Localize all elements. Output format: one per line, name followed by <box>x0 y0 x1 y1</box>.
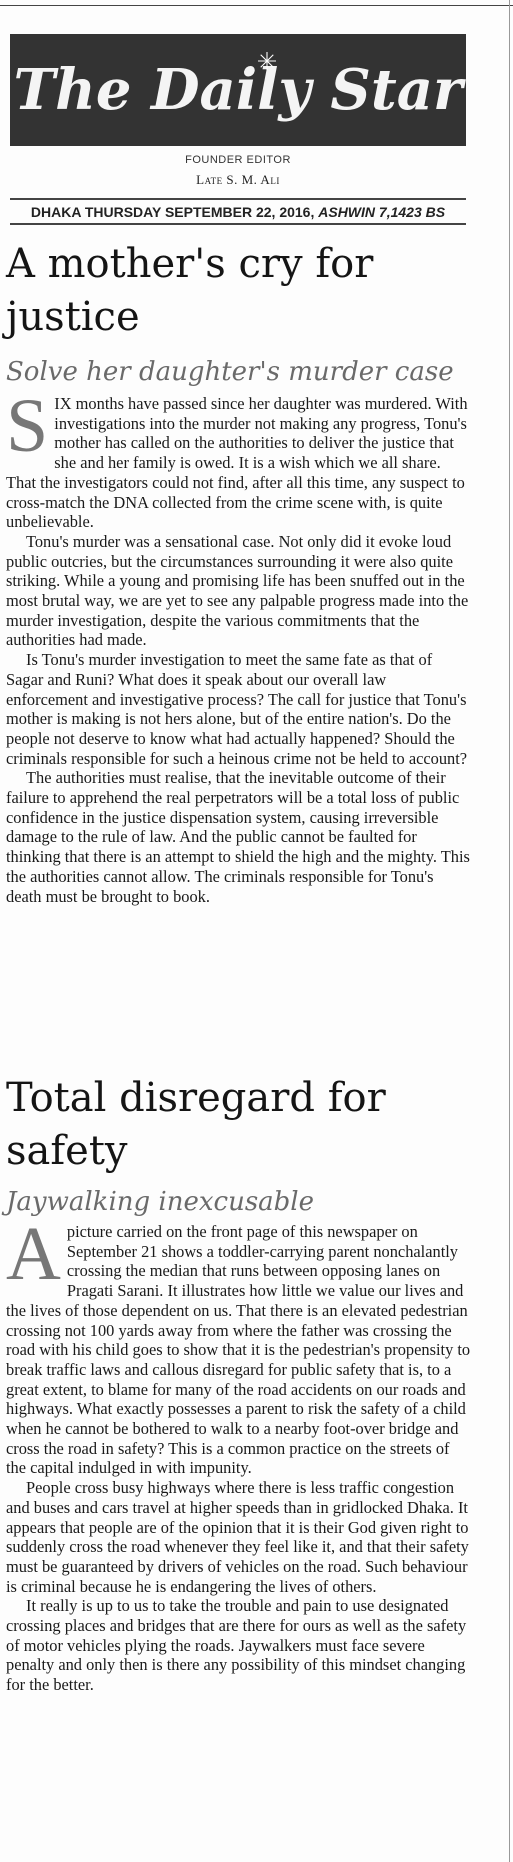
dropcap: S <box>6 384 49 468</box>
right-column-rule <box>509 0 510 1862</box>
masthead <box>10 34 466 146</box>
star-icon <box>258 52 276 70</box>
founder-label: FOUNDER EDITOR <box>185 154 291 166</box>
article-2-paragraph: People cross busy highways where there is less traffic congestion and buses and cars travel at higher speeds than in gridlocked Dhaka. It appears that people are of the opinion that it is their God given right to suddenly cross the road whenever they feel like it, and that their safety must be guaranteed by drivers of vehicles on the road. Such behaviour is criminal because he is endangering the lives of others. <box>6 1478 469 1596</box>
dropcap: A <box>6 1212 61 1296</box>
article-1-paragraph: SIX months have passed since her daughter was murdered. With investigations into the murder not making any progress, Tonu's mother has called on the authorities to deliver the justice that she and her family is owed. It is a wish which we all share. That the investigators could not find, after all this time, any suspect to cross-match the DNA collected from the crime scene with, is quite unbelievable. <box>6 384 468 532</box>
article-2-paragraph: It really is up to us to take the trouble and pain to use designated crossing places and bridges that are there for ours as well as the safety of motor vehicles plying the roads. Jaywalkers must face severe penalty and only then is there any possibility of this mindset changing for the better. <box>6 1596 467 1695</box>
dateline <box>10 198 466 225</box>
article-2-subhead: Jaywalking inexcusable <box>6 1187 315 1217</box>
top-rule <box>0 5 513 6</box>
article-2-body <box>6 1212 471 1695</box>
article-1-paragraph: Is Tonu's murder investigation to meet the same fate as that of Sagar and Runi? What does it speak about our overall law enforcement and investigative process? The call for justice that Tonu's mother is making is not hers alone, but of the entire nation's. Do the people not deserve to know what had actually happened? Should the criminals responsible for such a heinous crime not be held to account? <box>6 650 468 768</box>
newspaper-title: The Daily Star <box>13 57 463 123</box>
article-2-headline: Total disregard for safety <box>6 1075 386 1174</box>
article-1-paragraph: Tonu's murder was a sensational case. Not only did it evoke loud public outcries, but the circumstances surrounding it were also quite striking. While a young and promising life has been snuffed out in the most brutal way, we are yet to see any palpable progress made into the murder investigation, despite the various commitments that the authorities had made. <box>6 531 469 650</box>
article-1-headline: A mother's cry for justice <box>6 241 374 340</box>
article-1-subhead: Solve her daughter's murder case <box>6 357 454 387</box>
article-1-body <box>6 384 471 906</box>
article-1-paragraph: The authorities must realise, that the inevitable outcome of their failure to apprehend the real perpetrators will be a total loss of public confidence in the justice dispensation system, causing irreversible damage to the rule of law. And the public cannot be faulted for thinking that there is an attempt to shield the high and the mighty. This the authorities cannot allow. The criminals responsible for Tonu's death must be brought to book. <box>6 768 470 906</box>
founder-name: Late S. M. Ali <box>196 172 280 187</box>
dateline-bengali-date: ASHWIN 7,1423 BS <box>318 203 446 220</box>
dateline-date: DHAKA THURSDAY SEPTEMBER 22, 2016, <box>30 203 315 220</box>
article-2-paragraph: Apicture carried on the front page of this newspaper on September 21 shows a toddler-carrying parent nonchalantly crossing the median that runs between opposing lanes on Pragati Sarani. It illustrates how little we value our lives and the lives of those dependent on us. That there is an elevated pedestrian crossing not 100 yards away from where the father was crossing the road with his child goes to show that it is the pedestrian's propensity to break traffic laws and callous disregard for public safety that is, to a great extent, to blame for many of the road accidents on our roads and highways. What exactly possesses a parent to risk the safety of a child when he cannot be bothered to walk to a nearby foot-over bridge and cross the road in safety? This is a common practice on the streets of the capital indulged in with impunity. <box>6 1212 471 1478</box>
